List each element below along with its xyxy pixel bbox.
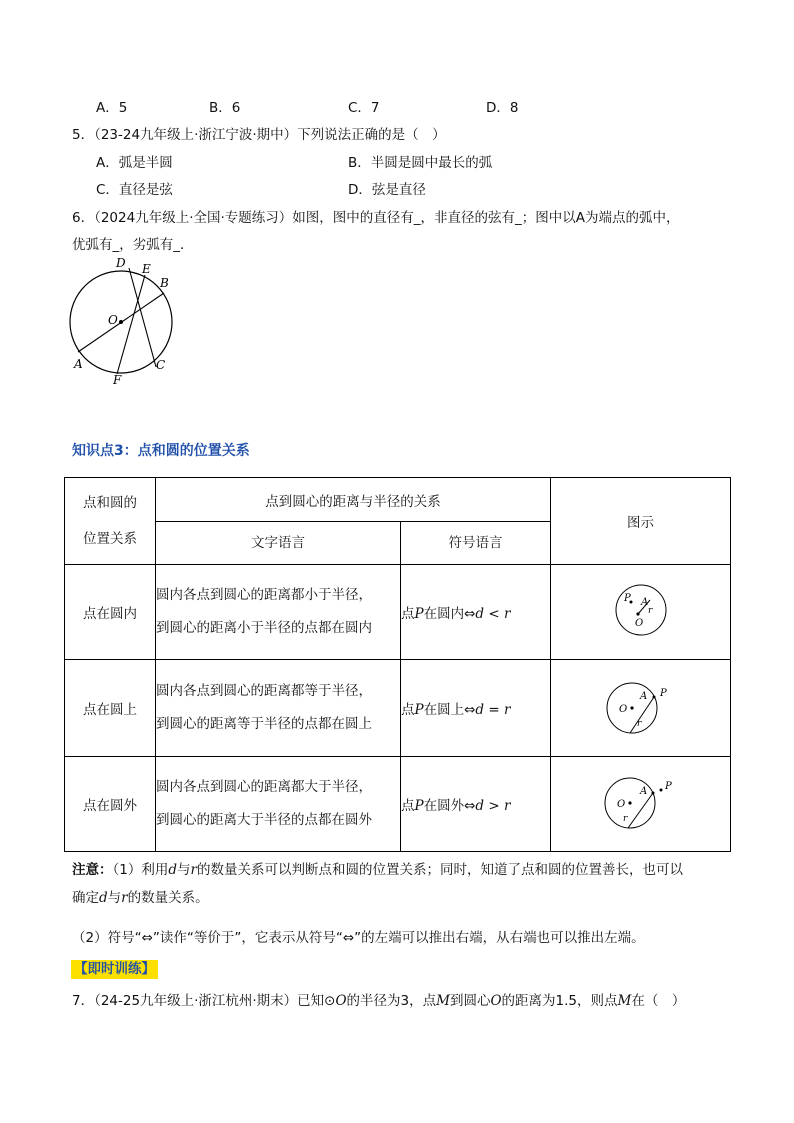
figure-label-a: A [639,691,647,702]
sym-pre: 点 [401,702,415,718]
figure-label-p: P [659,688,667,699]
figure-center-dot [636,612,639,615]
label-b: B [160,276,169,290]
q4-option-d: D．8 [486,100,519,116]
sym-pre: 点 [401,606,415,622]
note-text: 确定 [72,890,99,906]
header-position-line2: 位置关系 [83,531,137,547]
note-text: （1）利用 [112,862,169,878]
q7-var-o: O [490,993,502,1009]
sym-r: r [503,702,511,718]
sym-p: P [414,606,424,622]
row-text-line2: 到圆心的距离小于半径的点都在圆内 [156,620,372,636]
figure-center-dot [630,706,633,709]
table-row [65,757,731,852]
label-a: A [74,357,83,371]
label-d: D [116,256,126,270]
header-distance-relation: 点到圆心的距离与半径的关系 [156,478,551,522]
q4-option-c: C．7 [348,100,380,116]
row-text-line1: 圆内各点到圆心的距离都等于半径， [156,683,372,699]
point-inside-figure [611,580,671,640]
q5-option-c: C．直径是弦 [96,182,173,198]
note-paragraph-2: （2）符号“⇔”读作“等价于”，它表示从符号“⇔”的左端可以推出右端，从右端也可以推出左端。 [72,930,645,946]
row-text-description [156,565,401,660]
sym-pre: 点 [401,798,415,814]
note-text: 与 [107,890,122,906]
sym-mid: 在圆内⇔ [423,606,476,622]
q6-circle-figure [60,252,190,388]
note-paragraph-1-line1 [72,858,683,878]
row-diagram [551,565,731,660]
center-dot [119,320,123,324]
row-text-description [156,757,401,852]
figure-label-r: r [622,814,627,824]
q7-text: 的半径为3，点 [346,993,437,1009]
label-o: O [108,313,118,327]
sym-op: < [484,606,504,622]
note-paragraph-1-line2 [72,886,209,906]
row-diagram [551,660,731,757]
row-symbol-expression [401,565,551,660]
note-text: 与 [177,862,191,878]
row-text-description [156,660,401,757]
row-position-label: 点在圆内 [65,565,156,660]
q5-option-d: D．弦是直径 [348,182,426,198]
q5-option-a: A．弧是半圆 [96,155,173,171]
note-var-r: r [190,862,197,878]
q7-text: 到圆心 [449,993,491,1009]
header-text-language: 文字语言 [156,522,401,565]
figure-label-o: O [616,799,625,810]
note-var-r: r [121,890,128,906]
sym-mid: 在圆上⇔ [423,702,476,718]
sym-p: P [414,702,424,718]
section-title: 知识点3：点和圆的位置关系 [72,443,250,459]
header-position-line1: 点和圆的 [83,495,137,511]
figure-label-p: P [664,781,672,792]
q4-option-b: B．6 [209,100,241,116]
row-position-label: 点在圆上 [65,660,156,757]
figure-label-r: r [636,719,641,729]
q7-text: 7．（24-25九年级上·浙江杭州·期末）已知⊙ [72,993,336,1009]
q4-option-a: A．5 [96,100,128,116]
label-f: F [113,373,122,387]
note-text: 的数量关系可以判断点和圆的位置关系；同时，知道了点和圆的位置善长，也可以 [196,862,683,878]
header-position [65,478,156,565]
figure-center-dot [628,801,631,804]
row-diagram [551,757,731,852]
sym-op: = [484,702,504,718]
figure-label-o: O [634,618,643,629]
sym-d: d [475,702,485,718]
header-symbol-language: 符号语言 [401,522,551,565]
sym-op: > [484,798,504,814]
q7-text: 在（ ） [631,993,686,1009]
figure-point-a [652,696,655,699]
header-diagram: 图示 [551,478,731,565]
row-text-line1: 圆内各点到圆心的距离都大于半径， [156,779,372,795]
sym-r: r [503,798,511,814]
figure-label-o: O [618,704,627,715]
label-e: E [142,262,151,276]
figure-label-a: A [639,786,647,797]
figure-chord [628,793,653,828]
q6-stem-line1: 6．（2024九年级上·全国·专题练习）如图，图中的直径有_，非直径的弦有_；图中以A为端点的弧中， [72,210,680,226]
note-var-d: d [99,890,108,906]
sym-r: r [503,606,511,622]
chord-ef [117,275,145,374]
row-symbol-expression [401,757,551,852]
note-text: 的数量关系。 [127,890,209,906]
note-label: 注意： [72,862,113,878]
point-outside-figure [602,771,680,833]
figure-point-a [651,792,654,795]
figure-label-a: A [640,597,648,608]
figure-label-p: P [623,593,631,604]
point-on-figure [604,674,678,738]
sym-d: d [475,798,485,814]
sym-d: d [475,606,485,622]
q7-text: 的距离为1.5，则点 [501,993,618,1009]
q5-stem: 5．（23-24九年级上·浙江宁波·期中）下列说法正确的是（ ） [72,127,446,143]
row-text-line2: 到圆心的距离等于半径的点都在圆上 [156,716,372,732]
table-row [65,565,731,660]
q7-var-m: M [436,993,450,1009]
training-tag: 【即时训练】 [71,960,158,979]
row-position-label: 点在圆外 [65,757,156,852]
note-var-d: d [168,862,177,878]
q7-stem [72,989,685,1009]
q7-var-m: M [617,993,632,1009]
table-row [65,660,731,757]
point-circle-relation-table [64,477,731,852]
row-text-line2: 到圆心的距离大于半径的点都在圆外 [156,812,372,828]
figure-point-p [659,789,662,792]
figure-chord [630,697,654,733]
sym-mid: 在圆外⇔ [423,798,476,814]
row-text-line1: 圆内各点到圆心的距离都小于半径， [156,587,372,603]
figure-label-r: r [647,606,652,616]
q7-var-o: O [335,993,347,1009]
q6-stem-line2: 优弧有_，劣弧有_． [72,237,194,253]
row-symbol-expression [401,660,551,757]
sym-p: P [414,798,424,814]
label-c: C [156,358,166,372]
q5-option-b: B．半圆是圆中最长的弧 [348,155,493,171]
